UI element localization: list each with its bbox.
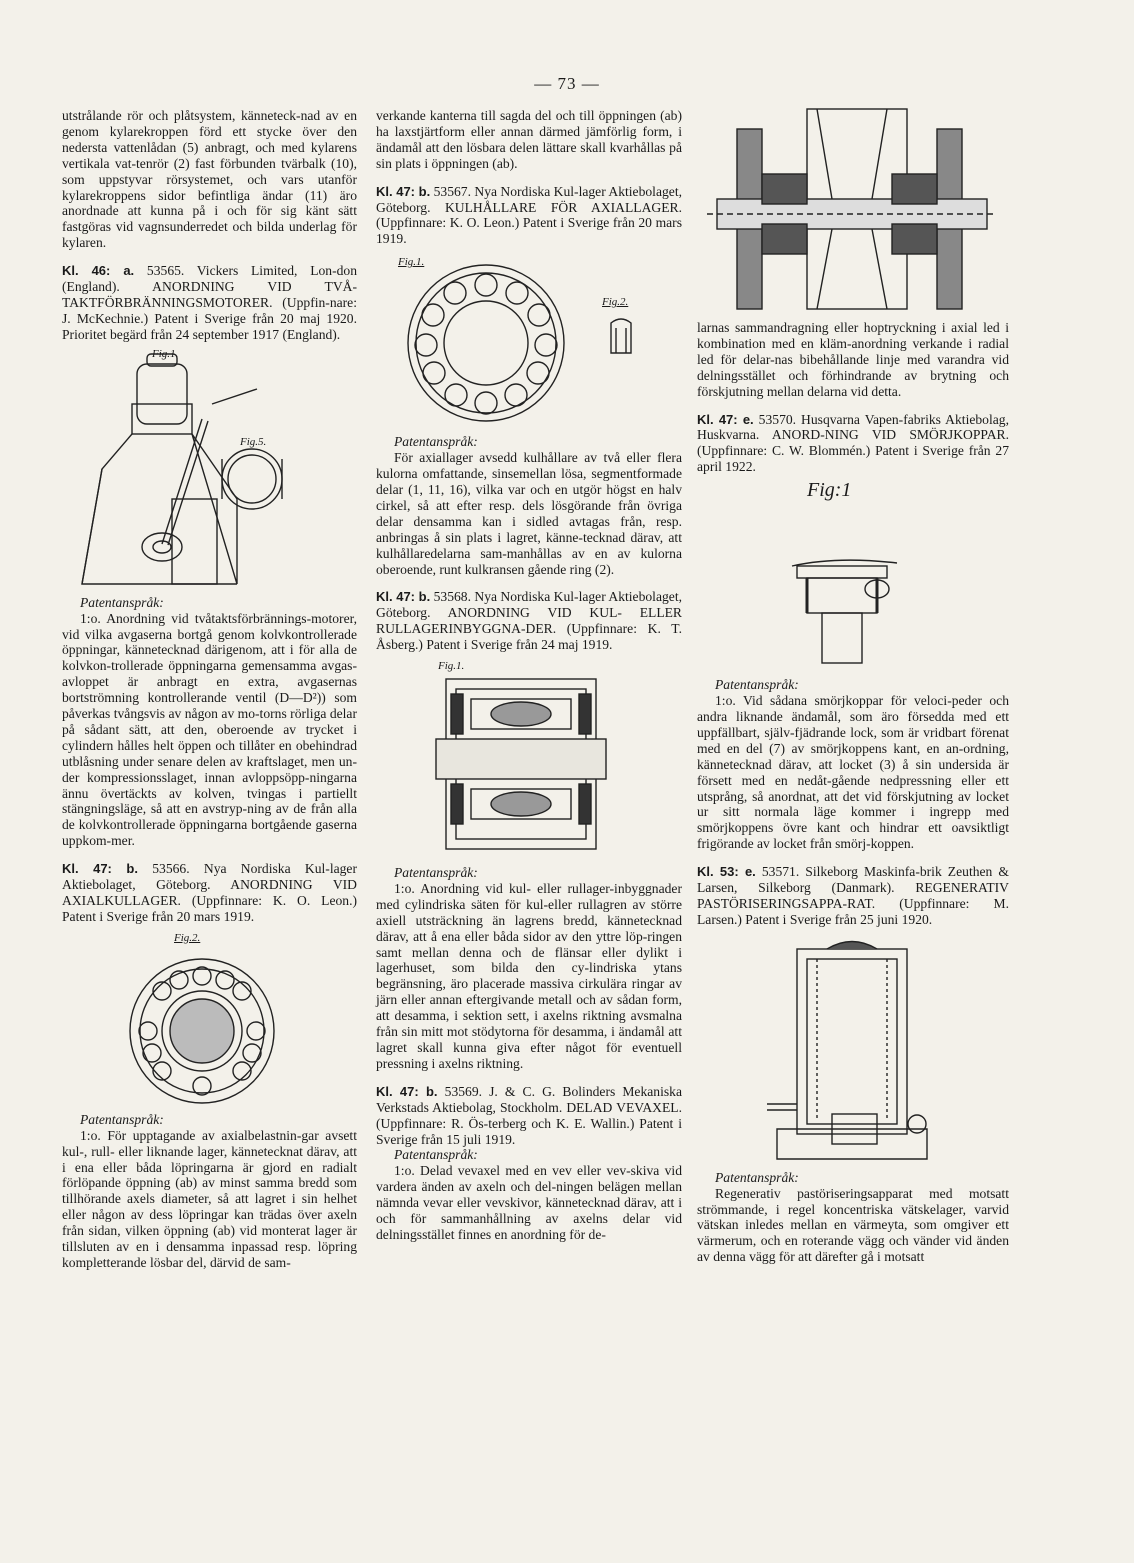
continued-text: utstrålande rör och plåtsystem, känneteck-nad av en genom kylarekroppen förd ett stycke över den nedersta vattenlådan (5) anbragt, och med kylarens vertikala vat-tenrör (2) fast förbunden tvärbalk (10), som uppstyvar rörsystemet, och vars utanför kylarekroppens sidor befintliga ändar (11) äro anordnade att kunna på i och för sig känt sätt fastgöras vid vagnsunderredet och bilda underlag för kylaren. xyxy=(62,108,357,251)
pasteurizer-drawing xyxy=(697,934,1009,1164)
figure-label: Fig.5. xyxy=(240,435,267,448)
patent-class: Kl. 47: b. xyxy=(376,589,431,605)
claim-title: Patentanspråk: xyxy=(394,1147,478,1163)
claim-title: Patentanspråk: xyxy=(715,1169,799,1185)
patent-entry-53571 xyxy=(697,864,1009,928)
patent-class: Kl. 53: e. xyxy=(697,864,756,880)
claim-title: Patentanspråk: xyxy=(715,677,799,693)
engine-drawing xyxy=(62,349,357,589)
roller-housing-drawing xyxy=(376,659,682,859)
patent-text: 53565. Vickers Limited, Lon-don (England). ANORDNING VID TVÅ-TAKTFÖRBRÄNNINGSMOTORER. (Uppfin-nare: J. McKechnie.) Patent i Sverige från 20 maj 1920. Prioritet begärd från 24 september 1917 (England). xyxy=(62,263,358,342)
crankshaft-figure xyxy=(697,104,1009,314)
claim-title: Patentanspråk: xyxy=(80,594,164,610)
column-2 xyxy=(376,108,682,1243)
figure-label: Fig.1. xyxy=(398,256,425,269)
roller-housing-figure xyxy=(376,659,682,859)
continued-text: larnas sammandragning eller hoptryckning i axial led i kombination med en kläm-anordning verkande i radial led för delar-nas bibehållande linje med varandra vid delningsstället och förhindrande av brytning och förskjutning mellan delarna vid detta. xyxy=(697,320,1009,399)
figure-label: Fig:1 xyxy=(807,479,852,502)
patent-entry-53570 xyxy=(697,412,1009,476)
patent-class: Kl. 46: a. xyxy=(62,263,135,279)
column-1 xyxy=(62,108,357,1271)
patent-entry-53566 xyxy=(62,861,357,925)
claim-text: 1:o. För upptagande av axialbelastnin-gar avsett kul-, rull- eller liknande lager, kännetecknat därav, att i ena eller båda löpringarna är gjord en radialt förlöpande öppning (ab) av minst samma bredd som tillhörande axels diameter, så att lagret i sin helhet eller någon av dess löpringar kan trädas över axeln från sidan, vilken öppning (ab) vid monterat lager är tillsluten av en i densamma inpassad resp. löpring kompletterande lösbar del, därvid de sam- xyxy=(62,1127,357,1270)
patent-class: Kl. 47: b. xyxy=(376,1083,438,1099)
figure-label: Fig.2. xyxy=(174,931,201,944)
claim-text: 1:o. Delad vevaxel med en vev eller vev-skiva vid vardera änden av axeln och del-ningen belägen mellan nämnda vevar eller vevskivor, kännetecknad därav, att i och för sammanhållning av axelns delar vid delningsstället finnes en anordning för de- xyxy=(376,1163,682,1242)
ball-cage-drawing xyxy=(376,253,682,428)
claim-title: Patentanspråk: xyxy=(80,1111,164,1127)
continued-text: verkande kanterna till sagda del och till öppningen (ab) ha laxstjärtform eller annan därmed jämförlig form, i ändamål att den lösbara delen lättare skall kvarhållas på sin plats i öppningen (ab). xyxy=(376,108,682,171)
figure-label: Fig.1. xyxy=(152,347,179,360)
claim-text: 1:o. Vid sådana smörjkoppar för veloci-peder och andra liknande ändamål, som äro försedda med ett uppfällbart, själv-fjädrande lock, som är vridbart förenat med en del (7) av smörjkoppens kant, en an-ordning, kännetecknad därav, att locket (3) å sin undersida är försett med en nedåt-gående nedpressning eller ett utsprång, så anordnat, att det vid förskjutning av locket ur sitt normala läge kommer i ingrepp med smörjkoppens övre kant och hindrar ett oavsiktligt frigörande av locket från smörj-koppen. xyxy=(697,693,1009,852)
patent-class: Kl. 47: b. xyxy=(62,861,138,877)
patent-entry-53565 xyxy=(62,263,357,343)
patent-text: 53568. Nya Nordiska Kul-lager Aktiebolaget, Göteborg. ANORDNING VID KUL- ELLER RULLAGERINBYGGNA-DER. (Uppfinnare: K. T. Åsberg.) Patent i Sverige från 24 maj 1919. xyxy=(376,589,682,653)
axial-bearing-figure xyxy=(62,931,357,1106)
patent-text: 53571. Silkeborg Maskinfa-brik Zeuthen & Larsen, Silkeborg (Danmark). REGENERATIV PASTÖRISERINGSAPPA-RAT. (Uppfinnare: M. Larsen.) Patent i Sverige från 25 juni 1920. xyxy=(697,864,1009,927)
engine-figure xyxy=(62,349,357,589)
claim-text: Regenerativ pastöriseringsapparat med motsatt strömmande, i regel koncentriska vätskelager, varvid vätskan inledes mellan en värmeyta, som omgiver ett värmerum, och en roterande vägg och vänder vid änden av denna vägg för att därefter gå i motsatt xyxy=(697,1185,1009,1265)
ball-cage-figure xyxy=(376,253,682,428)
page-number: — 73 — xyxy=(534,74,600,93)
claim-text: 1:o. Anordning vid kul- eller rullager-inbyggnader med cylindriska säten för kul-eller rullagren av större axiell utsträckning än lagrens bredd, kännetecknad därav, att å ena eller båda sidor av den yttre löp-ringen samt mellan denna och de flänsar eller dylikt i lagerhuset, som bilda den cy-lindriska ytans begränsning, äro placerade massiva cirkulära ringar av järn eller annan eftergivande metall och av sådan form, att desamma, i sektion sett, i axelns riktning avsmalna från sin mitt mot stödytorna för desamma, i ändamål att lagret skall kunna giva efter något för eventuell pressning i axelns riktning. xyxy=(376,880,682,1071)
patent-entry-53568 xyxy=(376,589,682,653)
figure-label: Fig.2. xyxy=(602,296,629,309)
patent-text: 53569. J. & C. G. Bolinders Mekaniska Verkstads Aktiebolag, Stockholm. DELAD VEVAXEL. (Uppfinnare: R. Ös-terberg och K. E. Wallin.) Patent i Sverige från 15 juli 1919. xyxy=(376,1083,682,1147)
patent-class: Kl. 47: e. xyxy=(697,411,754,427)
claim-text: För axiallager avsedd kulhållare av två eller flera kulorna omfattande, sinsemellan lösa, segmentformade delar (1, 11, 16), vilka var och en utgör högst en halv cirkel, så att efter resp. dels lösgörande från övriga delar densamma kan i sidled avtagas från, resp. anbringas å sin plats i lagret, känne-tecknad därav, att kulhållaredelarna sam-manhållas av en av kulorna oberoende, runt kulkransen gående ring (2). xyxy=(376,450,682,577)
patent-text: 53567. Nya Nordiska Kul-lager Aktiebolaget, Göteborg. KULHÅLLARE FÖR AXIALLAGER. (Uppfinnare: K. O. Leon.) Patent i Sverige från 20 mars 1919. xyxy=(376,183,682,247)
patent-text: 53570. Husqvarna Vapen-fabriks Aktiebolag, Huskvarna. ANORD-NING VID SMÖRJKOPPAR. (Uppfinnare: C. W. Blommén.) Patent i Sverige från 27 april 1922. xyxy=(697,411,1009,475)
patent-entry-53569 xyxy=(376,1084,682,1148)
oil-cup-figure xyxy=(697,481,1009,671)
patent-class: Kl. 47: b. xyxy=(376,183,431,199)
column-3 xyxy=(697,104,1009,1265)
crankshaft-drawing xyxy=(697,104,1009,314)
oil-cup-drawing xyxy=(697,481,1009,671)
figure-label: Fig.1. xyxy=(438,660,465,673)
patent-text: 53566. Nya Nordiska Kul-lager Aktiebolaget, Göteborg. ANORDNING VID AXIALKULLAGER. (Uppfinnare: K. O. Leon.) Patent i Sverige från 20 mars 1919. xyxy=(62,861,357,924)
axial-bearing-drawing xyxy=(62,931,357,1106)
claim-text: 1:o. Anordning vid tvåtaktsförbrännings-motorer, vid vilka avgaserna bortgå genom kolvkontrollerade öppningar, kännetecknad därigenom, att i för alla de kolvkon-trollerade öppningarna gemensamma avgas-avloppet är anbragt en extra, avgasernas bortströmning kontrollerande ventil (D—D²)) som påverkas tvångsvis av någon av mo-torns rörliga delar på sådant sätt, att den, oberoende av trycket i cylindern hålles helt öppen och tillåter en obehindrad utblåsning under senare delen av kraftslaget, men un-der kompressionsslaget, innan avloppsöpp-ningarna ännu övertäckts av kolven, tvingas i partiellt stängningsläge, så att en avstryp-ning av de från alla de kolvkontrollerade öppningarna bortgående gaserna uppkom-mer. xyxy=(62,610,357,849)
pasteurizer-figure xyxy=(697,934,1009,1164)
claim-title: Patentanspråk: xyxy=(394,865,478,881)
claim-title: Patentanspråk: xyxy=(394,434,478,450)
patent-entry-53567 xyxy=(376,184,682,248)
